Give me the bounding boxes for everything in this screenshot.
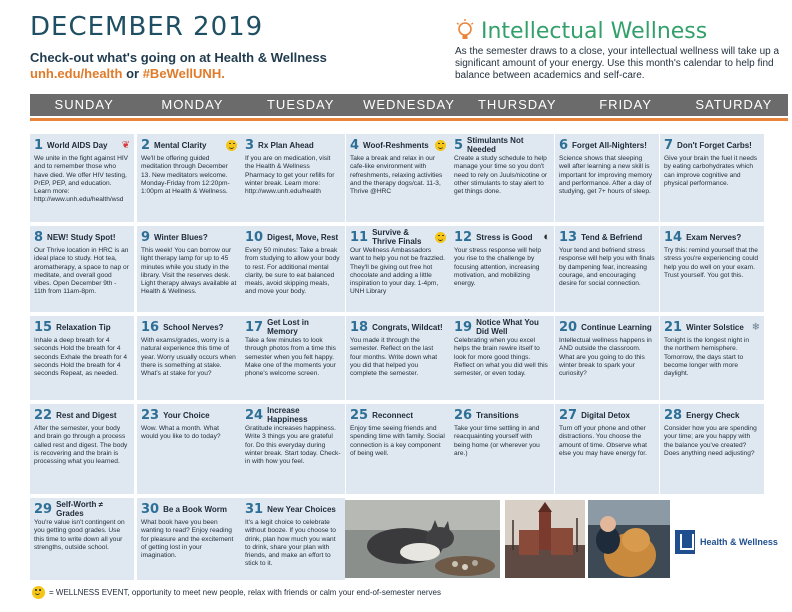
day-number: 2 xyxy=(141,137,151,153)
day-header xyxy=(350,407,446,423)
footer-legend xyxy=(32,586,441,599)
day-title: Increase Happiness xyxy=(267,406,308,424)
day-title: Woof-Reshments xyxy=(363,140,429,150)
unh-shield-icon xyxy=(675,530,695,554)
day-number: 17 xyxy=(245,319,264,335)
day-title: World AIDS Day xyxy=(47,140,108,150)
day-title: New Year Choices xyxy=(267,504,336,514)
weekday-label: SUNDAY xyxy=(54,97,114,112)
day-description: Your stress response will help you rise to the challenge by focusing attention, increasing motivation, and mobilizing energy. xyxy=(454,247,541,288)
day-header xyxy=(559,407,655,423)
calendar-day-22 xyxy=(30,404,134,494)
calendar-day-3 xyxy=(241,134,345,222)
day-number: 10 xyxy=(245,229,264,245)
calendar-day-14 xyxy=(660,226,764,312)
smiley-icon xyxy=(226,140,237,151)
day-number: 11 xyxy=(350,229,369,245)
day-number: 30 xyxy=(141,501,160,517)
photo-campus xyxy=(505,500,585,578)
calendar-day-1 xyxy=(30,134,134,222)
day-title: Digital Detox xyxy=(581,410,630,420)
day-description: What book have you been wanting to read? Enjoy reading for pleasure and the excitement of getting lost in your imagination. xyxy=(141,519,234,560)
day-header xyxy=(664,229,760,245)
day-description: Take a break and relax in our cafe-like environment with refreshments, relaxing activities and the therapy dogs/cat. 11-3, Thrive @HRC xyxy=(350,155,443,196)
accent-divider xyxy=(30,118,788,121)
day-header xyxy=(141,319,237,335)
day-title: Get Lost in Memory xyxy=(267,318,309,336)
day-number: 21 xyxy=(664,319,683,335)
day-number: 26 xyxy=(454,407,473,423)
calendar-day-2 xyxy=(137,134,241,222)
calendar-day-26 xyxy=(450,404,554,494)
day-number: 16 xyxy=(141,319,160,335)
calendar-day-6 xyxy=(555,134,659,222)
day-description: After the semester, your body and brain go through a process called rest and digest. The body is recovering and the brain is processing what you learned. xyxy=(34,425,128,466)
health-wellness-logo xyxy=(675,524,787,560)
day-description: Enjoy time seeing friends and spending time with family. Social connection is a key component of being well. xyxy=(350,425,445,457)
day-number: 5 xyxy=(454,137,464,153)
day-description: Our Thrive location in HRC is an ideal place to study. Hot tea, aromatherapy, a space to nap or meditate, and overall good vibes. Open December 9th - 11th from 11am-8pm. xyxy=(34,247,129,296)
subtitle: Check-out what's going on at Health & Wellness xyxy=(30,50,327,65)
calendar-day-9 xyxy=(137,226,241,312)
day-header xyxy=(350,319,446,335)
calendar-day-25 xyxy=(346,404,450,494)
day-description: If you are on medication, visit the Health & Wellness Pharmacy to get your refills for winter break. Learn more: http://www.unh.edu/health xyxy=(245,155,335,196)
weekday-header xyxy=(30,94,788,116)
day-title: Rest and Digest xyxy=(56,410,117,420)
day-number: 31 xyxy=(245,501,264,517)
day-number: 9 xyxy=(141,229,151,245)
day-header xyxy=(34,229,130,245)
day-header xyxy=(454,137,550,153)
day-number: 27 xyxy=(559,407,578,423)
smiley-icon xyxy=(435,140,446,151)
day-title: Continue Learning xyxy=(581,322,652,332)
day-description: It's a legit choice to celebrate without booze. If you choose to drink, plan how much you want to drink, share your plan with friends, and make an effort to stick to it. xyxy=(245,519,336,568)
day-description: Consider how you are spending your time; are you happy with the balance you've created? Does anything need adjusting? xyxy=(664,425,757,457)
moon-icon: ◐ xyxy=(543,231,550,243)
weekday-label: FRIDAY xyxy=(599,97,652,112)
day-number: 18 xyxy=(350,319,369,335)
calendar-day-30 xyxy=(137,498,241,580)
day-description: This week! You can borrow our light therapy lamp for up to 45 minutes while you study in the library. Visit the reserves desk. Light therapy always available at Health & Wellness. xyxy=(141,247,237,296)
day-description: Take a few minutes to look through photos from a time this semester when you felt happy. Make one of the moments your phone's welcome screen. xyxy=(245,337,336,378)
day-number: 6 xyxy=(559,137,569,153)
day-title: Digest, Move, Rest xyxy=(267,232,339,242)
day-description: Give your brain the fuel it needs by eating carbohydrates which can improve cognitive and physical performance. xyxy=(664,155,758,187)
day-header xyxy=(141,137,237,153)
day-description: Take your time settling in and reacquainting yourself with being home (or wherever you are.) xyxy=(454,425,540,457)
day-header xyxy=(559,229,655,245)
legend-text: = WELLNESS EVENT, opportunity to meet new people, relax with friends or calm your end-of-semester nerves xyxy=(49,588,441,597)
calendar-day-11 xyxy=(346,226,450,312)
day-title: Tend & Befriend xyxy=(581,232,643,242)
calendar-day-17 xyxy=(241,316,345,400)
calendar-day-23 xyxy=(137,404,241,494)
photo-dog xyxy=(588,500,670,578)
calendar-day-7 xyxy=(660,134,764,222)
snowflake-icon: ❄ xyxy=(751,321,760,333)
health-link[interactable]: unh.edu/health xyxy=(30,66,123,81)
calendar-day-13 xyxy=(555,226,659,312)
calendar-day-19 xyxy=(450,316,554,400)
day-number: 22 xyxy=(34,407,53,423)
calendar-day-18 xyxy=(346,316,450,400)
logo-text: Health & Wellness xyxy=(700,537,778,547)
hashtag-link[interactable]: #BeWellUNH. xyxy=(142,66,225,81)
calendar-day-12 xyxy=(450,226,554,312)
page-title: DECEMBER 2019 xyxy=(30,12,264,42)
calendar-day-27 xyxy=(555,404,659,494)
day-description: Wow. What a month. What would you like to do today? xyxy=(141,425,221,441)
calendar-day-29 xyxy=(30,498,134,580)
calendar-day-28 xyxy=(660,404,764,494)
day-header xyxy=(245,407,341,423)
day-number: 15 xyxy=(34,319,53,335)
day-title: Exam Nerves? xyxy=(686,232,742,242)
day-title: Don't Forget Carbs! xyxy=(677,140,752,150)
day-header xyxy=(559,137,655,153)
day-title: Forget All-Nighters! xyxy=(572,140,647,150)
day-number: 7 xyxy=(664,137,674,153)
or-text: or xyxy=(126,66,140,81)
day-header xyxy=(245,137,341,153)
calendar-day-5 xyxy=(450,134,554,222)
day-number: 25 xyxy=(350,407,369,423)
day-description: We'll be offering guided meditation through December 13. New meditators welcome. Monday-Friday from 12:20pm-1:00pm at Health & Wellness. xyxy=(141,155,230,196)
day-header xyxy=(664,407,760,423)
day-title: Reconnect xyxy=(372,410,413,420)
day-header xyxy=(664,137,760,153)
calendar-day-4 xyxy=(346,134,450,222)
wellness-title: Intellectual Wellness xyxy=(481,18,708,44)
day-description: Every 50 minutes: Take a break from studying to allow your body to rest. For additional mental clarity, be sure to eat balanced meals, avoid skipping meals, and move your body. xyxy=(245,247,340,296)
day-title: Winter Solstice xyxy=(686,322,744,332)
day-description: Science shows that sleeping well after learning a new skill is important for improving memory and performance. After a day of studying, get 7+ hours of sleep. xyxy=(559,155,653,196)
day-title: Your Choice xyxy=(163,410,210,420)
day-description: With exams/grades, worry is a natural experience this time of year. Worry usually occurs when there is something at stake. What's at stake for you? xyxy=(141,337,236,378)
day-title: Notice What You Did Well xyxy=(476,318,539,336)
day-number: 24 xyxy=(245,407,264,423)
day-header xyxy=(664,319,760,335)
day-header xyxy=(141,407,237,423)
day-title: School Nerves? xyxy=(163,322,224,332)
day-header xyxy=(141,229,237,245)
day-number: 29 xyxy=(34,501,53,517)
day-header xyxy=(34,501,130,517)
wellness-header xyxy=(455,18,707,44)
day-title: Energy Check xyxy=(686,410,740,420)
day-description: Intellectual wellness happens in AND outside the classroom. What are you going to do this winter break to spark your curiosity? xyxy=(559,337,652,378)
day-number: 3 xyxy=(245,137,255,153)
day-title: Stimulants Not Needed xyxy=(467,136,524,154)
calendar-day-24 xyxy=(241,404,345,494)
day-description: Tonight is the longest night in the northern hemisphere. Tomorrow, the days start to become longer with more daylight. xyxy=(664,337,750,378)
day-number: 4 xyxy=(350,137,360,153)
day-description: We unite in the fight against HIV and to remember those who have died. We offer HIV testing, PrEP, PEP, and education. Learn more: http://www.unh.edu/health/wsd xyxy=(34,155,129,204)
day-title: Stress is Good xyxy=(476,232,533,242)
smiley-icon xyxy=(435,232,446,243)
day-header xyxy=(454,319,550,335)
day-header xyxy=(245,501,341,517)
smiley-icon xyxy=(32,586,45,599)
calendar-day-21 xyxy=(660,316,764,400)
day-title: Rx Plan Ahead xyxy=(258,140,314,150)
calendar-day-20 xyxy=(555,316,659,400)
calendar-day-10 xyxy=(241,226,345,312)
calendar-day-16 xyxy=(137,316,241,400)
day-number: 20 xyxy=(559,319,578,335)
day-title: Winter Blues? xyxy=(154,232,208,242)
ribbon-icon: ❦ xyxy=(121,139,130,151)
weekday-label: THURSDAY xyxy=(477,97,557,112)
day-description: Create a study schedule to help manage your time so you don't need to rely on Juuls/nicotine or other stimulants to stay alert to get things done. xyxy=(454,155,548,196)
day-header xyxy=(350,137,446,153)
wellness-description: As the semester draws to a close, your intellectual wellness will take up a significant amount of your energy. Use this month's calendar to help find balance between academics and self-care. xyxy=(455,46,780,81)
day-description: Celebrating when you excel helps the brain rewire itself to look for more good things. Reflect on what you did well this semester, or even today. xyxy=(454,337,548,378)
day-header xyxy=(245,229,341,245)
day-description: Our Wellness Ambassadors want to help you not be frazzled. They'll be giving out free hot chocolate and adding a little inspiration to your day. 1-4pm, UNH Library xyxy=(350,247,445,296)
day-title: Self-Worth ≠ Grades xyxy=(56,500,103,518)
day-title: Mental Clarity xyxy=(154,140,207,150)
day-description: You made it through the semester. Reflect on the last four months. Write down what you did that helped you complete the semester. xyxy=(350,337,438,378)
day-title: Congrats, Wildcat! xyxy=(372,322,443,332)
day-description: Gratitude increases happiness. Write 3 things you are grateful for. Do this everyday during winter break. Start today. Check-in with how you feel. xyxy=(245,425,341,466)
weekday-label: WEDNESDAY xyxy=(363,97,455,112)
day-number: 14 xyxy=(664,229,683,245)
day-number: 13 xyxy=(559,229,578,245)
photo-cat xyxy=(345,500,500,578)
day-description: Turn off your phone and other distractions. You choose the amount of time. Observe what else you may have energy for. xyxy=(559,425,647,457)
weekday-label: MONDAY xyxy=(161,97,224,112)
day-title: Be a Book Worm xyxy=(163,504,227,514)
day-number: 1 xyxy=(34,137,44,153)
day-header xyxy=(245,319,341,335)
calendar-day-31 xyxy=(241,498,345,580)
calendar-day-8 xyxy=(30,226,134,312)
day-title: Relaxation Tip xyxy=(56,322,111,332)
links-line xyxy=(30,66,225,81)
day-number: 23 xyxy=(141,407,160,423)
day-number: 8 xyxy=(34,229,44,245)
weekday-label: SATURDAY xyxy=(695,97,773,112)
day-header xyxy=(559,319,655,335)
day-header xyxy=(34,319,130,335)
day-description: Try this: remind yourself that the stress you're experiencing could help you do well on your exam. Trust yourself. You got this. xyxy=(664,247,758,279)
day-header xyxy=(454,229,550,245)
day-description: You're value isn't contingent on you getting good grades. Use this time to write down all your strengths, outside school. xyxy=(34,519,125,551)
day-number: 19 xyxy=(454,319,473,335)
day-title: Transitions xyxy=(476,410,519,420)
weekday-label: TUESDAY xyxy=(266,97,335,112)
day-header xyxy=(350,229,446,245)
calendar-day-15 xyxy=(30,316,134,400)
day-number: 12 xyxy=(454,229,473,245)
day-number: 28 xyxy=(664,407,683,423)
day-header xyxy=(454,407,550,423)
day-header xyxy=(141,501,237,517)
lightbulb-icon xyxy=(455,18,475,44)
day-title: NEW! Study Spot! xyxy=(47,232,116,242)
day-header xyxy=(34,137,130,153)
day-header xyxy=(34,407,130,423)
day-description: Your tend and befriend stress response will help you with finals by dampening fear, increasing courage, and encouraging desire for social connection. xyxy=(559,247,655,288)
day-title: Survive & Thrive Finals xyxy=(372,228,422,246)
day-description: Inhale a deep breath for 4 seconds Hold the breath for 4 seconds Exhale the breath for 4 seconds Hold the breath for 4 seconds Repeat, as needed. xyxy=(34,337,128,378)
